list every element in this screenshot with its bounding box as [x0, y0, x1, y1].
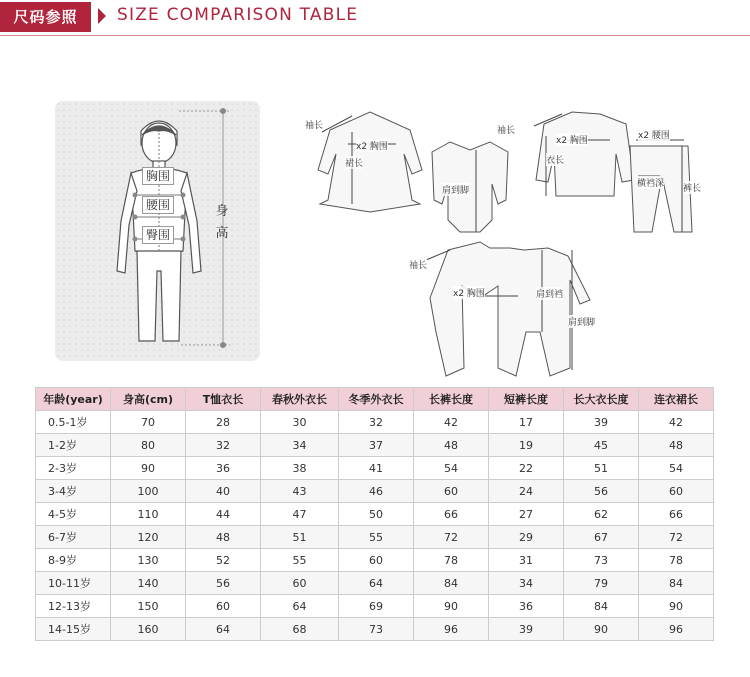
romper-sleeve-label: 袖长 [409, 258, 427, 271]
table-cell: 64 [339, 572, 414, 595]
table-cell: 60 [414, 480, 489, 503]
table-cell: 55 [261, 549, 339, 572]
table-cell: 34 [489, 572, 564, 595]
waist-label: 腰围 [142, 196, 174, 214]
age-cell: 1-2岁 [36, 434, 111, 457]
column-header: 长大衣长度 [564, 388, 639, 411]
column-header: 长裤长度 [414, 388, 489, 411]
table-cell: 60 [639, 480, 714, 503]
table-cell: 45 [564, 434, 639, 457]
table-cell: 90 [564, 618, 639, 641]
column-header: 身高(cm) [111, 388, 186, 411]
table-cell: 17 [489, 411, 564, 434]
age-cell: 10-11岁 [36, 572, 111, 595]
bodysuit-shoulder-label: 肩到脚 [442, 183, 469, 196]
table-cell: 36 [186, 457, 261, 480]
column-header: 短裤长度 [489, 388, 564, 411]
hip-label: 臀围 [142, 226, 174, 244]
table-cell: 19 [489, 434, 564, 457]
table-row [36, 480, 714, 503]
table-cell: 40 [186, 480, 261, 503]
table-row [36, 526, 714, 549]
table-cell: 27 [489, 503, 564, 526]
pants-waist-label: x2 腰围 [638, 128, 670, 141]
romper-shoulder-foot-label: 肩到脚 [568, 315, 595, 328]
table-cell: 55 [339, 526, 414, 549]
chest-label: 胸围 [142, 167, 174, 185]
table-cell: 38 [261, 457, 339, 480]
table-cell: 120 [111, 526, 186, 549]
table-cell: 150 [111, 595, 186, 618]
table-row [36, 411, 714, 434]
dress-chest-label: x2 胸围 [356, 139, 388, 152]
table-body [36, 411, 714, 641]
table-cell: 28 [186, 411, 261, 434]
table-cell: 68 [261, 618, 339, 641]
table-cell: 32 [339, 411, 414, 434]
table-cell: 56 [564, 480, 639, 503]
page-title: SIZE COMPARISON TABLE [117, 5, 359, 25]
table-cell: 60 [186, 595, 261, 618]
table-cell: 48 [414, 434, 489, 457]
table-row [36, 434, 714, 457]
table-cell: 90 [639, 595, 714, 618]
table-cell: 78 [639, 549, 714, 572]
table-cell: 42 [639, 411, 714, 434]
table-cell: 79 [564, 572, 639, 595]
age-cell: 4-5岁 [36, 503, 111, 526]
table-cell: 72 [639, 526, 714, 549]
table-cell: 41 [339, 457, 414, 480]
table-cell: 47 [261, 503, 339, 526]
table-cell: 52 [186, 549, 261, 572]
table-cell: 39 [564, 411, 639, 434]
table-cell: 64 [186, 618, 261, 641]
table-cell: 70 [111, 411, 186, 434]
table-cell: 60 [261, 572, 339, 595]
table-cell: 34 [261, 434, 339, 457]
table-cell: 24 [489, 480, 564, 503]
age-cell: 0.5-1岁 [36, 411, 111, 434]
table-cell: 64 [261, 595, 339, 618]
height-label: 身高 [215, 204, 229, 241]
table-cell: 48 [639, 434, 714, 457]
table-cell: 32 [186, 434, 261, 457]
table-cell: 100 [111, 480, 186, 503]
size-table [35, 387, 714, 641]
age-cell: 8-9岁 [36, 549, 111, 572]
header [0, 0, 750, 36]
table-cell: 78 [414, 549, 489, 572]
table-cell: 54 [414, 457, 489, 480]
column-header: 年龄(year) [36, 388, 111, 411]
table-cell: 37 [339, 434, 414, 457]
table-cell: 84 [564, 595, 639, 618]
table-row [36, 457, 714, 480]
column-header: 冬季外衣长 [339, 388, 414, 411]
age-cell: 12-13岁 [36, 595, 111, 618]
table-row [36, 572, 714, 595]
table-header-row [36, 388, 714, 411]
table-cell: 48 [186, 526, 261, 549]
table-cell: 73 [564, 549, 639, 572]
table-cell: 84 [414, 572, 489, 595]
table-cell: 54 [639, 457, 714, 480]
table-cell: 42 [414, 411, 489, 434]
column-header: 连衣裙长 [639, 388, 714, 411]
table-cell: 67 [564, 526, 639, 549]
section-badge: 尺码参照 [0, 2, 91, 32]
table-cell: 62 [564, 503, 639, 526]
age-cell: 2-3岁 [36, 457, 111, 480]
table-cell: 73 [339, 618, 414, 641]
table-row [36, 595, 714, 618]
table-cell: 160 [111, 618, 186, 641]
table-cell: 66 [414, 503, 489, 526]
table-cell: 140 [111, 572, 186, 595]
table-cell: 90 [111, 457, 186, 480]
table-cell: 31 [489, 549, 564, 572]
age-cell: 14-15岁 [36, 618, 111, 641]
table-cell: 46 [339, 480, 414, 503]
pants-length-label: 裤长 [683, 181, 701, 194]
table-cell: 110 [111, 503, 186, 526]
table-cell: 44 [186, 503, 261, 526]
table-row [36, 503, 714, 526]
dress-length-label: 裙长 [345, 156, 363, 169]
age-cell: 6-7岁 [36, 526, 111, 549]
table-cell: 36 [489, 595, 564, 618]
jacket-sleeve-label: 袖长 [497, 123, 515, 136]
header-divider [0, 35, 750, 36]
table-cell: 130 [111, 549, 186, 572]
table-cell: 80 [111, 434, 186, 457]
table-cell: 66 [639, 503, 714, 526]
table-cell: 43 [261, 480, 339, 503]
table-cell: 60 [339, 549, 414, 572]
table-cell: 29 [489, 526, 564, 549]
table-cell: 96 [639, 618, 714, 641]
column-header: 春秋外衣长 [261, 388, 339, 411]
table-cell: 56 [186, 572, 261, 595]
dress-sleeve-label: 袖长 [305, 118, 323, 131]
pants-rise-label: 横裆深 [637, 176, 664, 189]
body-measurement-figure [55, 101, 260, 361]
table-cell: 51 [261, 526, 339, 549]
table-cell: 69 [339, 595, 414, 618]
table-cell: 96 [414, 618, 489, 641]
table-cell: 90 [414, 595, 489, 618]
arrow-icon [98, 8, 106, 24]
romper-shoulder-crotch-label: 肩到裆 [536, 287, 563, 300]
table-cell: 50 [339, 503, 414, 526]
table-row [36, 549, 714, 572]
table-cell: 72 [414, 526, 489, 549]
table-cell: 84 [639, 572, 714, 595]
jacket-length-label: 衣长 [546, 153, 564, 166]
table-cell: 51 [564, 457, 639, 480]
jacket-chest-label: x2 胸围 [556, 133, 588, 146]
age-cell: 3-4岁 [36, 480, 111, 503]
table-row [36, 618, 714, 641]
table-cell: 22 [489, 457, 564, 480]
romper-chest-label: x2 胸围 [453, 286, 485, 299]
column-header: T恤衣长 [186, 388, 261, 411]
table-cell: 39 [489, 618, 564, 641]
table-cell: 30 [261, 411, 339, 434]
